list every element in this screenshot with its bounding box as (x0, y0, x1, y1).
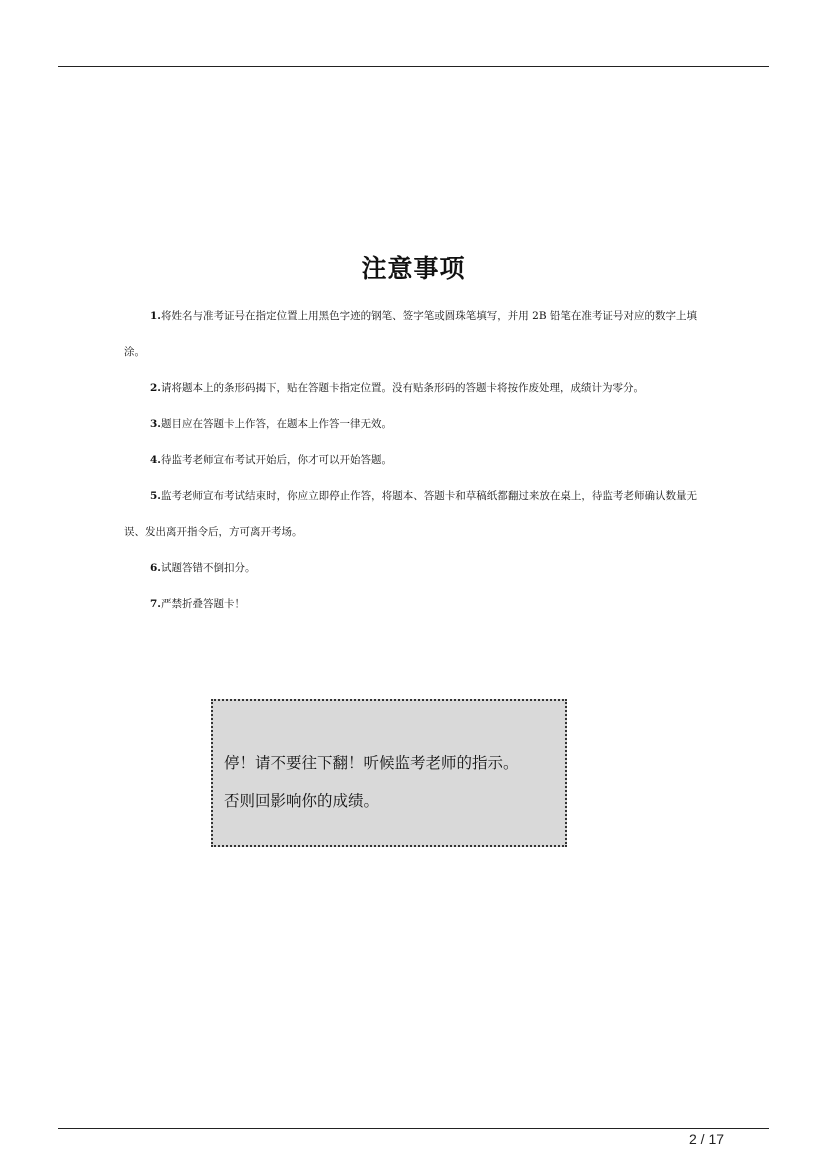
notice-item-3 (124, 406, 697, 442)
notice-text: 请将题本上的条形码揭下，贴在答题卡指定位置。没有贴条形码的答题卡将按作废处理，成绩计为零分。 (160, 382, 644, 394)
notice-item-2 (124, 370, 697, 406)
stop-warning-line-1: 停！请不要往下翻！听候监考老师的指示。 (224, 754, 519, 772)
footer-rule (58, 1128, 769, 1129)
notice-item-4 (124, 442, 697, 478)
notice-item-5 (124, 478, 697, 550)
notice-text: 严禁折叠答题卡！ (160, 598, 245, 610)
page-number: 2 / 17 (689, 1131, 725, 1147)
notice-number: 4. (150, 454, 161, 466)
notice-number: 3. (150, 418, 161, 430)
header-rule (58, 66, 769, 67)
page-title: 注意事项 (361, 254, 466, 283)
notice-item-1 (124, 298, 697, 370)
notice-text: 监考老师宣布考试结束时，你应立即停止作答，将题本、答题卡和草稿纸都翻过来放在桌上，待监考老师确认数量无误、发出离开指令后，方可离开考场。 (124, 490, 697, 538)
notice-number: 7. (150, 598, 161, 610)
notice-number: 2. (150, 382, 161, 394)
notice-list (124, 298, 697, 622)
notice-text: 将姓名与准考证号在指定位置上用黑色字迹的钢笔、签字笔或圆珠笔填写，并用 2B 铅笔在准考证号对应的数字上填涂。 (124, 310, 697, 358)
stop-warning-box (211, 699, 567, 847)
notice-text: 题目应在答题卡上作答，在题本上作答一律无效。 (160, 418, 392, 430)
notice-item-6 (124, 550, 697, 586)
notice-item-7 (124, 586, 697, 622)
notice-number: 1. (150, 310, 161, 322)
notice-text: 试题答错不倒扣分。 (160, 562, 256, 574)
notice-text: 待监考老师宣布考试开始后，你才可以开始答题。 (160, 454, 392, 466)
notice-number: 6. (150, 562, 161, 574)
stop-warning-line-2: 否则回影响你的成绩。 (224, 792, 380, 810)
notice-number: 5. (150, 490, 161, 502)
